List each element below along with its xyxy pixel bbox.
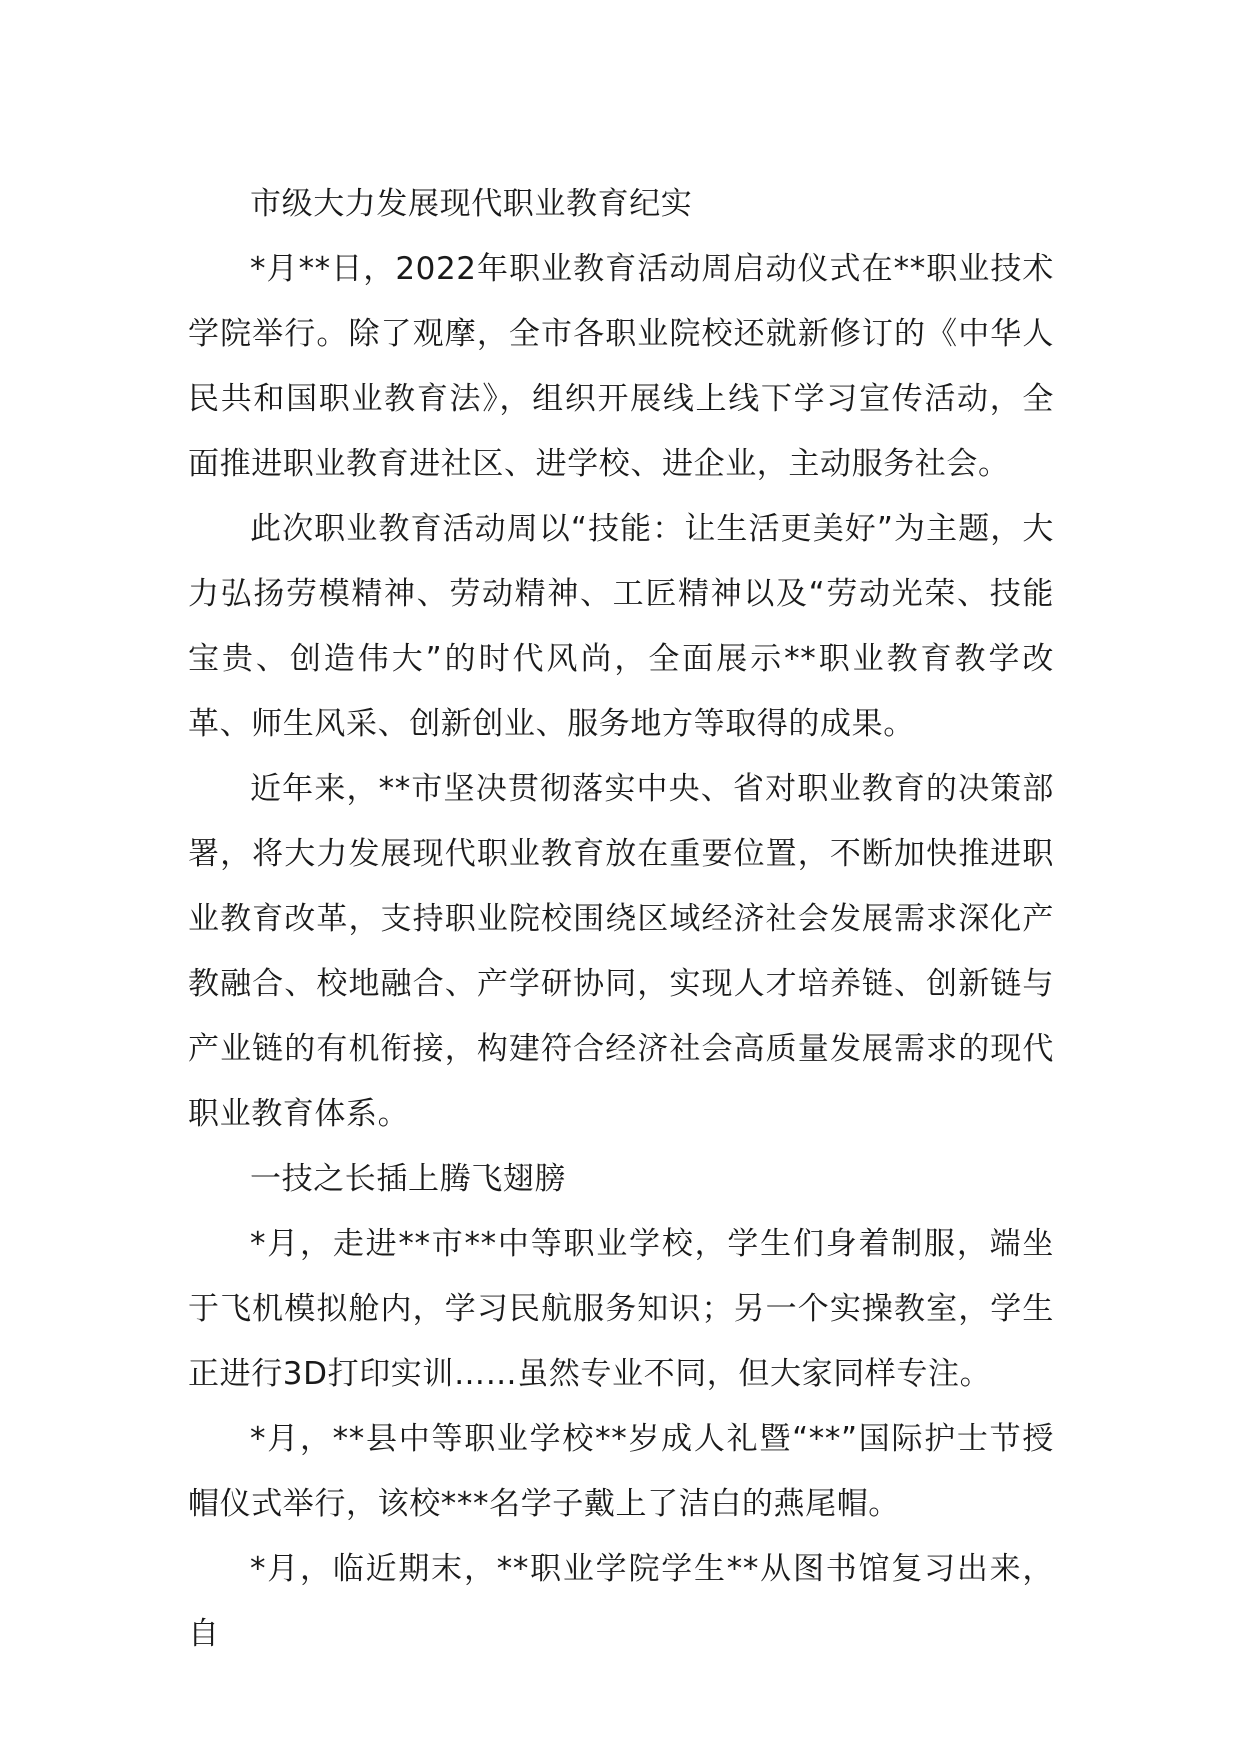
section-paragraph-1: *月，走进**市**中等职业学校，学生们身着制服，端坐于飞机模拟舱内，学习民航服务知识；另一个实操教室，学生正进行3D打印实训……虽然专业不同，但大家同样专注。 [188, 1226, 1054, 1392]
section-paragraph-3: *月，临近期末，**职业学院学生**从图书馆复习出来，自 [188, 1551, 1054, 1652]
paragraph-1: *月**日，2022年职业教育活动周启动仪式在**职业技术学院举行。除了观摩，全市各职业院校还就新修订的《中华人民共和国职业教育法》，组织开展线上线下学习宣传活动，全面推进职业教育进社区、进学校、进企业，主动服务社会。 [188, 251, 1054, 482]
section-heading: 一技之长插上腾飞翅膀 [250, 1161, 566, 1197]
paragraph-3: 近年来，**市坚决贯彻落实中央、省对职业教育的决策部署，将大力发展现代职业教育放在重要位置，不断加快推进职业教育改革，支持职业院校围绕区域经济社会发展需求深化产教融合、校地融合、产学研协同，实现人才培养链、创新链与产业链的有机衔接，构建符合经济社会高质量发展需求的现代职业教育体系。 [188, 771, 1054, 1132]
document-page [188, 172, 1054, 1667]
paragraph-2: 此次职业教育活动周以“技能：让生活更美好”为主题，大力弘扬劳模精神、劳动精神、工匠精神以及“劳动光荣、技能宝贵、创造伟大”的时代风尚，全面展示**职业教育教学改革、师生风采、创新创业、服务地方等取得的成果。 [188, 511, 1054, 742]
section-paragraph-2: *月，**县中等职业学校**岁成人礼暨“**”国际护士节授帽仪式举行，该校***名学子戴上了洁白的燕尾帽。 [188, 1421, 1054, 1522]
document-title: 市级大力发展现代职业教育纪实 [250, 186, 693, 222]
